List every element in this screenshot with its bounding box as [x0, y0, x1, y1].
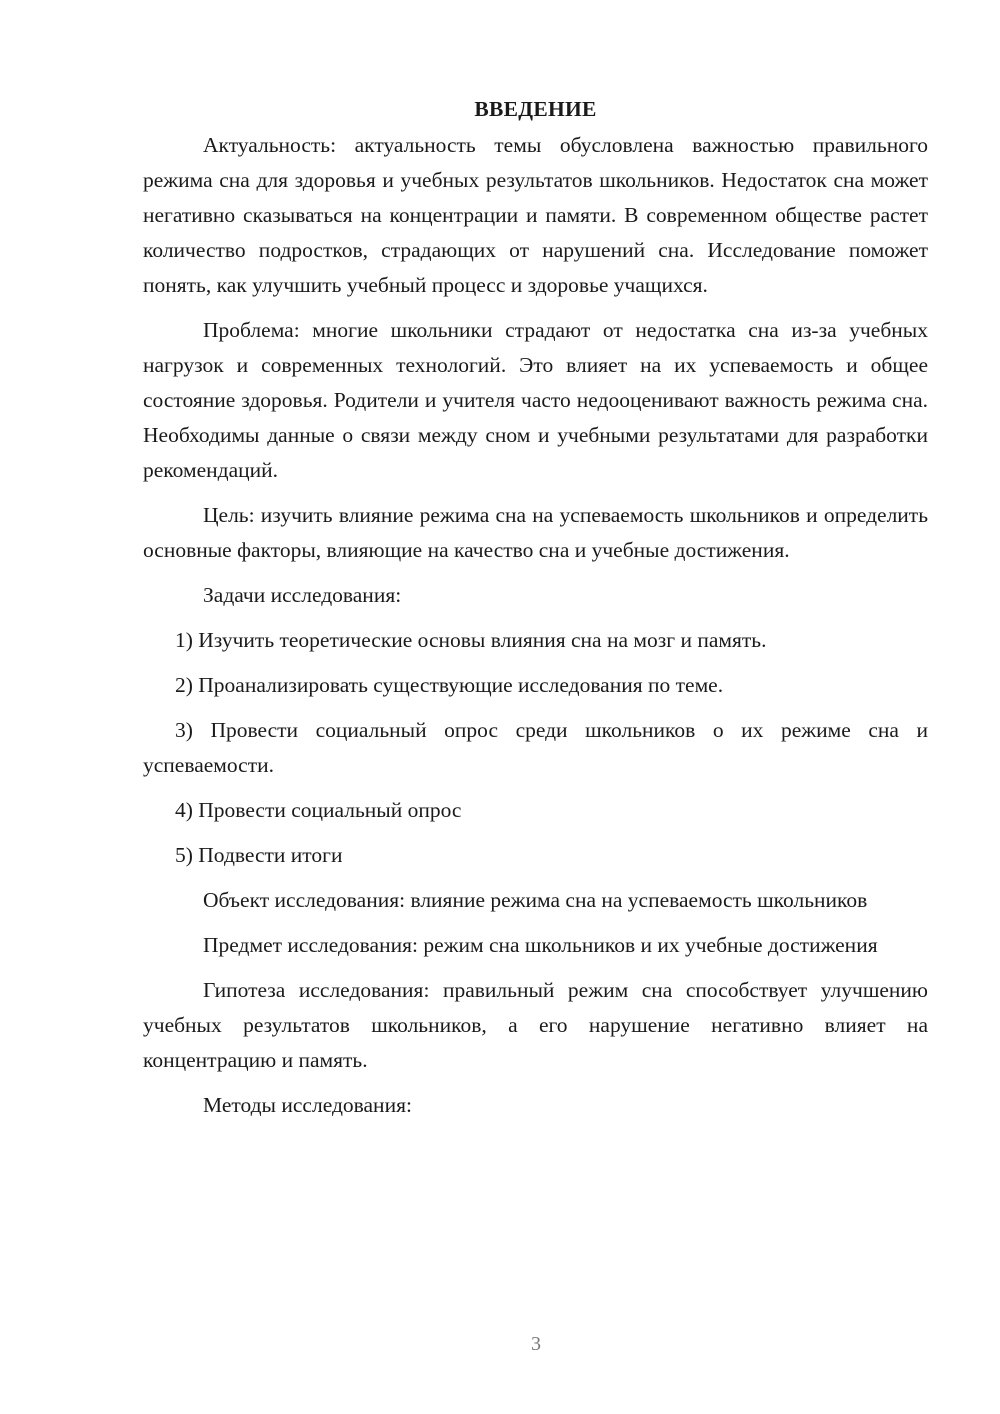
task-item-3: 3) Провести социальный опрос среди школьников о их режиме сна и успеваемости. [143, 718, 928, 777]
subject-paragraph: Предмет исследования: режим сна школьников и их учебные достижения [203, 933, 878, 957]
object-paragraph: Объект исследования: влияние режима сна на успеваемость школьников [203, 888, 868, 912]
methods-heading: Методы исследования: [203, 1093, 412, 1117]
goal-paragraph: Цель: изучить влияние режима сна на успеваемость школьников и определить основные факторы, влияющие на качество сна и учебные достижения. [143, 503, 928, 562]
document-page [143, 92, 928, 1133]
task-item-4: 4) Провести социальный опрос [175, 798, 462, 822]
relevance-paragraph: Актуальность: актуальность темы обусловлена важностью правильного режима сна для здоровья и учебных результатов школьников. Недостаток сна может негативно сказываться на концентрации и памяти. В современном обществе растет количество подростков, страдающих от нарушений сна. Исследование поможет понять, как улучшить учебный процесс и здоровье учащихся. [143, 133, 928, 297]
task-item-5: 5) Подвести итоги [175, 843, 343, 867]
tasks-heading: Задачи исследования: [203, 583, 402, 607]
section-title: ВВЕДЕНИЕ [474, 97, 597, 121]
hypothesis-paragraph: Гипотеза исследования: правильный режим сна способствует улучшению учебных результатов школьников, а его нарушение негативно влияет на концентрацию и память. [143, 978, 928, 1072]
task-item-1: 1) Изучить теоретические основы влияния сна на мозг и память. [175, 628, 767, 652]
page-number: 3 [531, 1333, 541, 1355]
task-item-2: 2) Проанализировать существующие исследования по теме. [175, 673, 724, 697]
problem-paragraph: Проблема: многие школьники страдают от недостатка сна из-за учебных нагрузок и современных технологий. Это влияет на их успеваемость и общее состояние здоровья. Родители и учителя часто недооценивают важность режима сна. Необходимы данные о связи между сном и учебными результатами для разработки рекомендаций. [143, 318, 928, 482]
